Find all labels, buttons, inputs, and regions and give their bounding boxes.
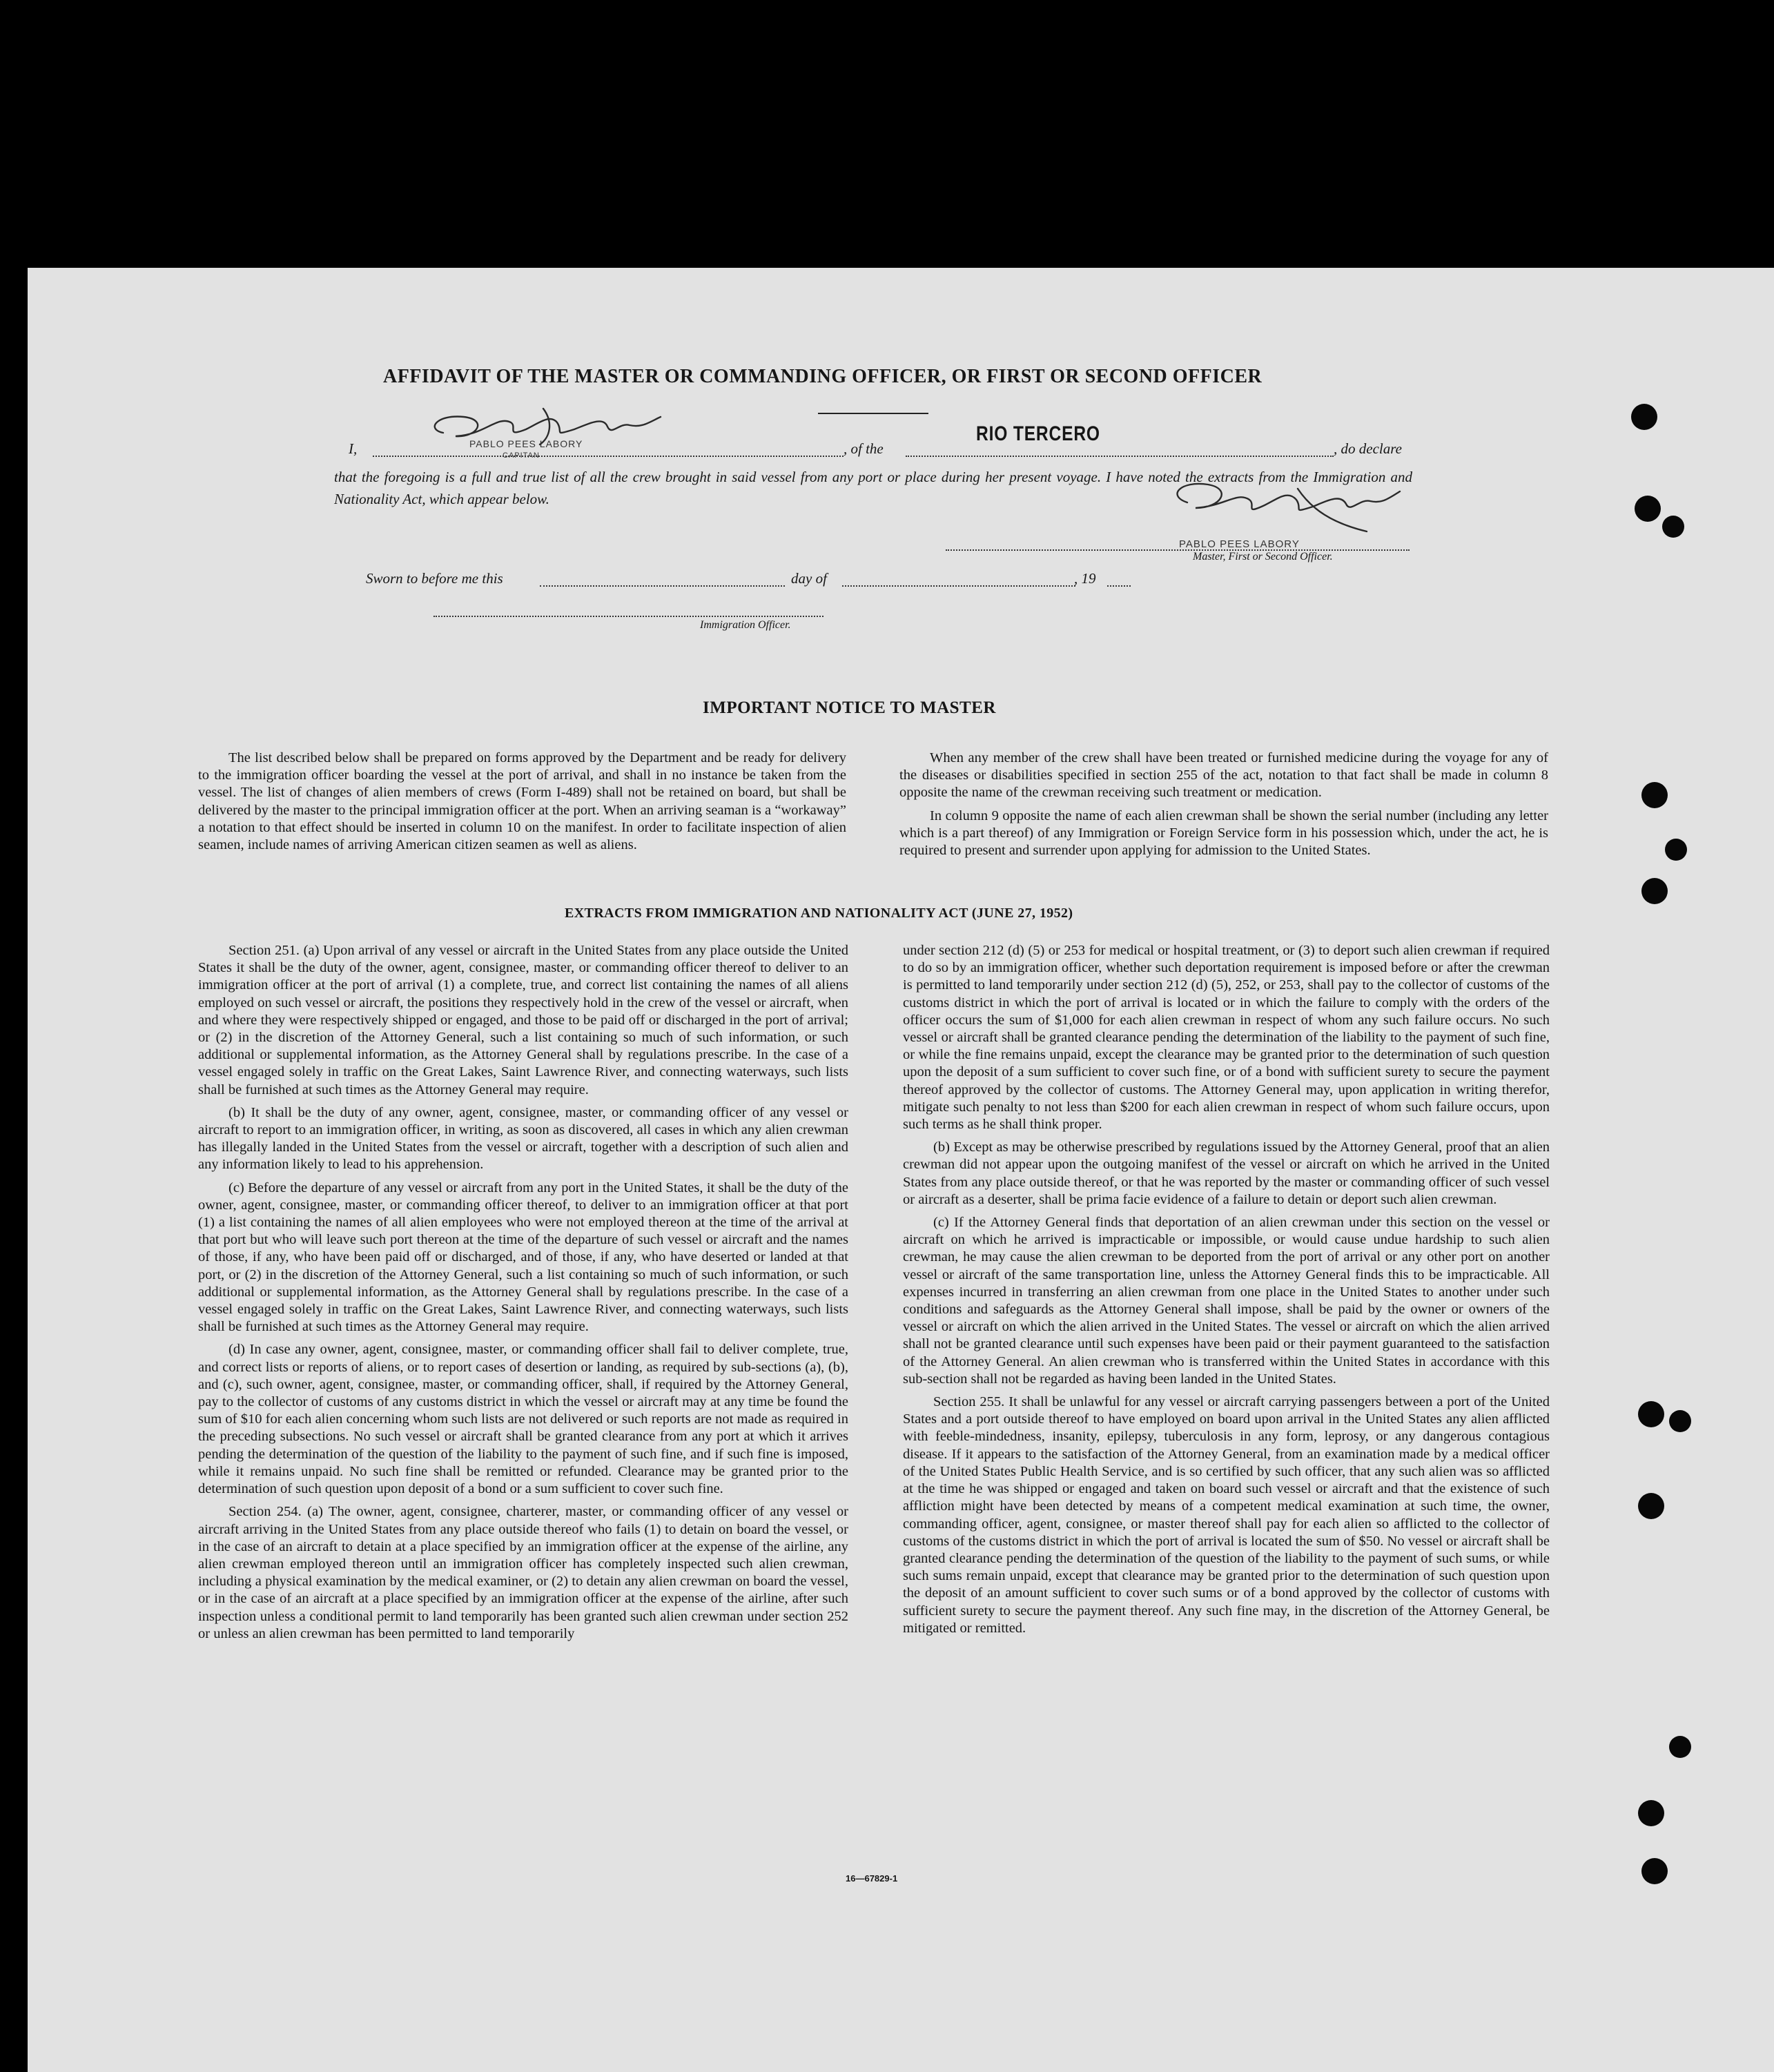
notice-title: IMPORTANT NOTICE TO MASTER bbox=[703, 698, 996, 717]
master-name-line bbox=[373, 456, 844, 457]
statute-paragraph: (c) Before the departure of any vessel or aircraft from any port in the United States, it shall be the duty of the owner, agent, consignee, master, or commanding officer thereof, to deliver to an immigration officer at that port (1) a list containing the names of all alien employees who were not employed thereon at the time of the arrival at that port but who will leave such port thereon at the time of the departure of such vessel or aircraft and the names of those, if any, who have been paid off or discharged, and of those, if any, who have deserted or landed at that port, or (2) in the discretion of the Attorney General, such a list containing so much of such information, or such additional or supplemental information, as the Attorney General shall by regulations prescribe. In the case of a vessel engaged solely in traffic on the Great Lakes, Saint Lawrence River, and connecting waterways, such lists shall be furnished at such times as the Attorney General may require. bbox=[198, 1180, 848, 1335]
master-name-stamp: PABLO PEES LABORY bbox=[469, 438, 583, 449]
punch-hole bbox=[1638, 1493, 1664, 1519]
extracts-left-column bbox=[198, 942, 848, 1648]
notice-right-column bbox=[899, 750, 1548, 865]
notice-paragraph: When any member of the crew shall have been treated or furnished medicine during the voyage for any of the diseases or disabilities specified in section 255 of the act, notation to that fact shall be made in column 8 opposite the name of the crewman receiving such treatment or medication. bbox=[899, 750, 1548, 801]
punch-hole bbox=[1641, 1858, 1668, 1884]
do-declare-label: , do declare bbox=[1334, 440, 1402, 457]
declaration-text: that the foregoing is a full and true list of all the crew brought in said vessel from any port or place during her present voyage. I have noted the extracts from the Immigration and Nationality Act, which appear below. bbox=[334, 469, 1412, 507]
punch-hole bbox=[1669, 1736, 1691, 1758]
title-rule bbox=[818, 413, 928, 414]
sworn-day-line bbox=[540, 585, 785, 587]
vessel-name: RIO TERCERO bbox=[976, 422, 1100, 445]
year-label: , 19 bbox=[1074, 570, 1096, 587]
statute-paragraph: Section 255. It shall be unlawful for any vessel or aircraft carrying passengers between a port of the United States and a port outside thereof to have employed on board upon arrival in the United States any alien afflicted with feeble-mindedness, insanity, epilepsy, tuberculosis in any form, leprosy, or any dangerous contagious disease. If it appears to the satisfaction of the Attorney General, from an examination made by a medical officer of the United States Public Health Service, and is so certified by such officer, that any such alien was so afflicted at the time he was shipped or engaged and taken on board such vessel or aircraft and that the existence of such affliction might have been detected by means of a competent medical examination at such time, the owner, commanding officer, agent, consignee, or master thereof shall pay for each alien so afflicted to the collector of customs of the customs district in which the port of arrival is located the sum of $50. No vessel or aircraft shall be granted clearance pending the determination of the question of the liability to the payment of such sums, or while such sums remain unpaid, except that clearance may be granted prior to the determination of such question upon the deposit of an amount sufficient to cover such sums or of a bond approved by the collector of customs with sufficient surety to secure the payment thereof. Any such fine may, in the discretion of the Attorney General, be mitigated or remitted. bbox=[903, 1394, 1550, 1636]
master-title-stamp: CAPITAN bbox=[503, 451, 540, 460]
statute-paragraph: (b) It shall be the duty of any owner, agent, consignee, master, or commanding officer of any vessel or aircraft to report to an immigration officer, in writing, as soon as discovered, all cases in which any alien crewman has illegally landed in the United States from the vessel or aircraft, together with a description of such alien and any information likely to lead to his apprehension. bbox=[198, 1104, 848, 1173]
statute-paragraph: Section 251. (a) Upon arrival of any vessel or aircraft in the United States from any place outside the United States it shall be the duty of the owner, agent, consignee, master, or commanding officer thereof to deliver to an immigration officer at the port of arrival (1) a complete, true, and correct list containing the names of all aliens employed on such vessel or aircraft, the positions they respectively hold in the crew of the vessel or aircraft, when and where they were respectively shipped or engaged, and those to be paid off or discharged in the port of arrival; or (2) in the discretion of the Attorney General, such a list containing so much of such information, or such additional or supplemental information, as the Attorney General shall by regulations prescribe. In the case of a vessel engaged solely in traffic on the Great Lakes, Saint Lawrence River, and connecting waterways, such lists shall be furnished at such times as the Attorney General may require. bbox=[198, 943, 848, 1097]
statute-paragraph: (d) In case any owner, agent, consignee, master, or commanding officer shall fail to deliver complete, true, and correct lists or reports of aliens, or to report cases of desertion or landing, as required by sub-sections (a), (b), and (c), such owner, agent, consignee, master, or commanding officer, shall, if required by the Attorney General, pay to the collector of customs of any customs district in which the vessel or aircraft may at any time be found the sum of $10 for each alien concerning whom such lists are not delivered or such reports are not made as required in the preceding subsections. No such vessel or aircraft shall be granted clearance from any port at which it arrives pending the determination of the question of the liability to the payment of such fine, and if such fine is imposed, while it remains unpaid. No such fine shall be remitted or refunded. Clearance may be granted prior to the determination of such question upon deposit of a bond or a sum sufficient to cover such fine. bbox=[198, 1342, 848, 1497]
affidavit-i-label: I, bbox=[349, 440, 358, 457]
punch-hole bbox=[1662, 516, 1684, 538]
extracts-right-column bbox=[903, 942, 1550, 1643]
notice-left-column bbox=[198, 750, 846, 859]
immigration-officer-line bbox=[433, 616, 823, 617]
punch-hole bbox=[1638, 1401, 1664, 1427]
form-code: 16—67829-1 bbox=[846, 1873, 898, 1884]
statute-paragraph: (c) If the Attorney General finds that deportation of an alien crewman under this section on the vessel or aircraft on which he arrived is impracticable or impossible, or would cause undue hardship to such alien crewman, he may cause the alien crewman to be deported from the port of arrival or any other port on another vessel or aircraft of the same transportation line, unless the Attorney General finds this to be impracticable. All expenses incurred in transferring an alien crewman from one place in the United States to another under such conditions and safeguards as the Attorney General shall impose, shall be paid by the owner or owners of the vessel or aircraft on which the alien arrived in the United States. The vessel or aircraft on which the alien arrived shall not be granted clearance until such expenses have been paid or their payment guaranteed to the satisfaction of the Attorney General. An alien crewman who is transferred within the United States in accordance with this sub-section shall not be regarded as having been landed in the United States. bbox=[903, 1215, 1550, 1387]
punch-hole bbox=[1665, 839, 1687, 861]
punch-hole bbox=[1641, 878, 1668, 904]
sworn-month-line bbox=[842, 585, 1075, 587]
signature-caption: Master, First or Second Officer. bbox=[1193, 551, 1333, 563]
punch-hole bbox=[1641, 782, 1668, 808]
statute-paragraph: Section 254. (a) The owner, agent, consignee, charterer, master, or commanding officer of any vessel or aircraft arriving in the United States from any place outside thereof who fails (1) to detain on board the vessel, or in the case of an aircraft to detain at a place specified by an immigration officer at the expense of the airline, any alien crewman employed thereon until an immigration officer has completely inspected such alien crewman, including a physical examination by the medical examiner, or (2) to detain any alien crewman on board the vessel, or in the case of an aircraft at a place specified by an immigration officer at the expense of the airline, after such inspection unless a conditional permit to land temporarily has been granted such alien crewman under section 252 or unless an alien crewman has been permitted to land temporarily bbox=[198, 1504, 848, 1641]
extracts-title: EXTRACTS FROM IMMIGRATION AND NATIONALITY ACT (JUNE 27, 1952) bbox=[565, 906, 1073, 921]
officer-signature-line bbox=[946, 549, 1410, 551]
officer-signature bbox=[1160, 475, 1408, 544]
day-of-label: day of bbox=[791, 570, 827, 587]
statute-paragraph: (b) Except as may be otherwise prescribed by regulations issued by the Attorney General, proof that an alien crewman did not appear upon the outgoing manifest of the vessel or aircraft on which he arrived in the United States from any place outside thereof, or that he was reported by the master or commanding officer of such vessel or aircraft as a deserter, shall be prima facie evidence of a failure to detain or deport such alien crewman. bbox=[903, 1140, 1550, 1207]
immigration-officer-caption: Immigration Officer. bbox=[700, 619, 791, 631]
of-the-label: , of the bbox=[844, 440, 884, 457]
statute-paragraph: under section 212 (d) (5) or 253 for medical or hospital treatment, or (3) to deport such alien crewman if required to do so by an immigration officer, whether such deportation requirement is imposed before or after the crewman is permitted to land temporarily under section 212 (d) (5), 252, or 253, shall pay to the collector of customs of the customs district in which the port of arrival is located or in which the failure to comply with the orders of the officer occurs the sum of $1,000 for each alien crewman in respect of whom any such failure occurs. No such vessel or aircraft shall be granted clearance pending the determination of the liability to the payment of such fine, or while the fine remains unpaid, except the clearance may be granted prior to the determination of such question upon the deposit of a sum sufficient to cover such fine, or of a bond with sufficient surety to secure the payment thereof approved by the collector of customs. The Attorney General may, upon application in writing therefor, mitigate such penalty to not less than $200 for each alien crewman in respect of whom such failure occurs, upon such terms as he shall think proper. bbox=[903, 943, 1550, 1133]
signature-name-stamp: PABLO PEES LABORY bbox=[1179, 538, 1300, 550]
sworn-label: Sworn to before me this bbox=[366, 570, 503, 587]
notice-paragraph: The list described below shall be prepared on forms approved by the Department and be ready for delivery to the immigration officer boarding the vessel at the port of arrival, and shall in no instance be taken from the vessel. The list of changes of alien members of crews (Form I-489) shall not be retained on board, but shall be delivered by the master to the principal immigration officer at the port. When an arriving seaman is a “workaway” a notation to that effect should be inserted in column 10 on the manifest. In order to facilitate inspection of alien seamen, include names of arriving American citizen seamen as well as aliens. bbox=[198, 750, 846, 853]
punch-hole bbox=[1631, 404, 1657, 430]
punch-hole bbox=[1635, 496, 1661, 522]
punch-hole bbox=[1638, 1800, 1664, 1826]
punch-hole bbox=[1669, 1410, 1691, 1432]
affidavit-title: AFFIDAVIT OF THE MASTER OR COMMANDING OFFICER, OR FIRST OR SECOND OFFICER bbox=[383, 366, 1263, 387]
sworn-year-line bbox=[1107, 585, 1131, 587]
notice-paragraph: In column 9 opposite the name of each alien crewman shall be shown the serial number (including any letter which is a part thereof) of any Immigration or Foreign Service form in his possession which, under the act, he is required to present and surrender upon applying for admission to the United States. bbox=[899, 808, 1548, 859]
vessel-name-line bbox=[906, 456, 1334, 457]
